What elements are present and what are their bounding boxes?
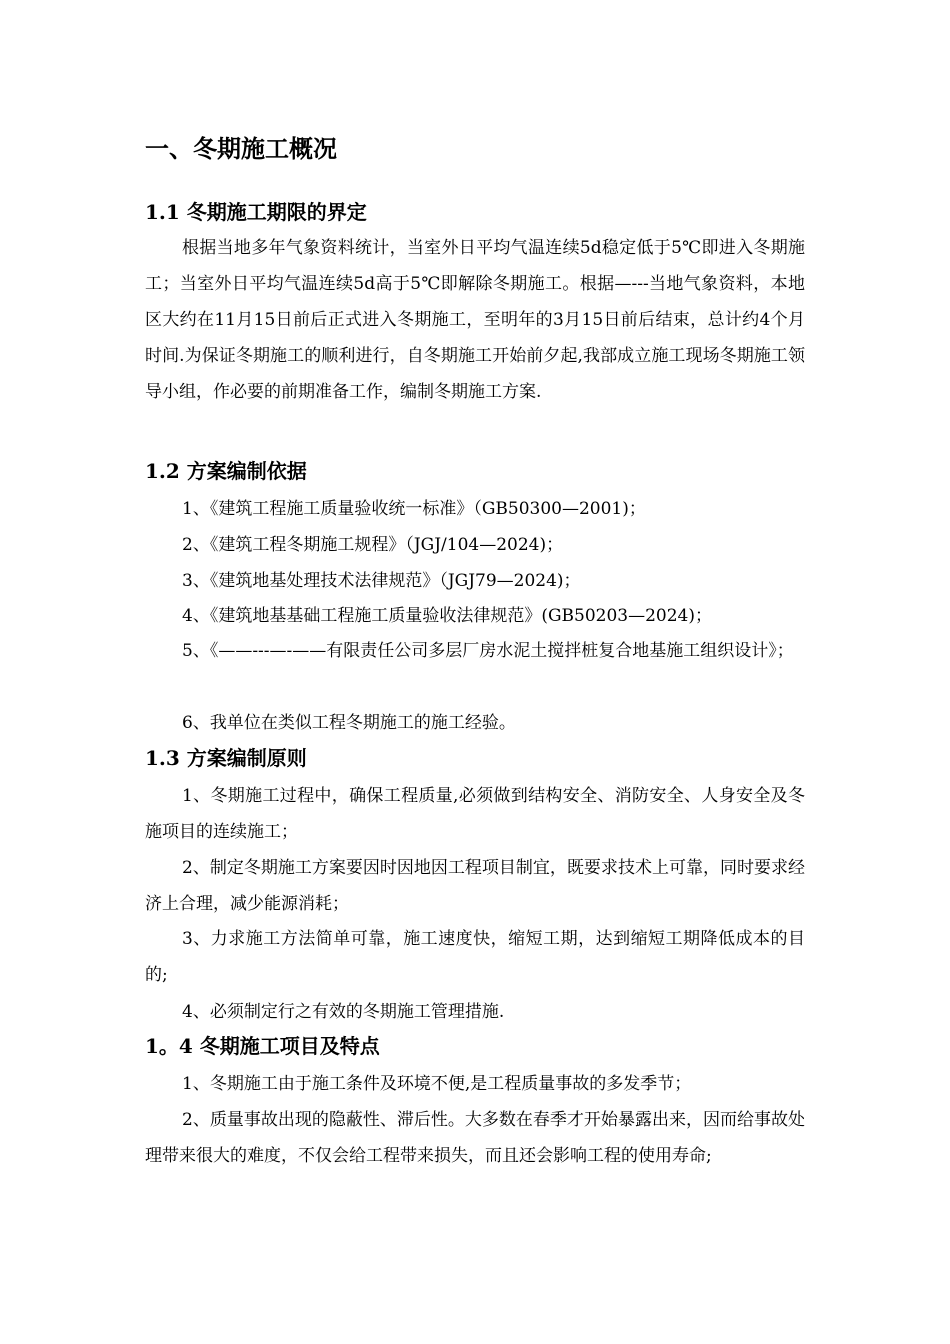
list-item: 2、质量事故出现的隐蔽性、滞后性。大多数在春季才开始暴露出来，因而给事故处理带来很大的难度，不仅会给工程带来损失，而且还会影响工程的使用寿命; (145, 1110, 805, 1166)
section-heading-1-2: 1.2 方案编制依据 (145, 459, 307, 483)
list-item: 6、我单位在类似工程冬期施工的施工经验。 (182, 713, 516, 733)
section-1-1-paragraph: 根据当地多年气象资料统计，当室外日平均气温连续5d稳定低于5℃即进入冬期施工；当室外日平均气温连续5d高于5℃即解除冬期施工。根据—---当地气象资料，本地区大约在11月15日前后正式进入冬期施工，至明年的3月15日前后结束，总计约4个月时间.为保证冬期施工的顺利进行，自冬期施工开始前夕起,我部成立施工现场冬期施工领导小组，作必要的前期准备工作，编制冬期施工方案. (145, 238, 805, 402)
list-item: 3、力求施工方法简单可靠，施工速度快，缩短工期，达到缩短工期降低成本的目的; (145, 929, 805, 985)
section-heading-1-3: 1.3 方案编制原则 (145, 746, 307, 770)
list-item: 4、《建筑地基基础工程施工质量验收法律规范》(GB50203—2024)； (182, 606, 712, 626)
list-item: 2、《建筑工程冬期施工规程》（JGJ/104—2024)； (182, 535, 564, 555)
list-item: 1、冬期施工由于施工条件及环境不便,是工程质量事故的多发季节； (182, 1074, 692, 1094)
list-item: 4、必须制定行之有效的冬期施工管理措施. (182, 1002, 505, 1022)
list-item: 5、《——---—-——有限责任公司多层厂房水泥土搅拌桩复合地基施工组织设计》； (182, 641, 794, 661)
section-heading-1-1: 1.1 冬期施工期限的界定 (145, 200, 367, 224)
section-heading-1-4: 1。4 冬期施工项目及特点 (145, 1034, 380, 1058)
list-item: 1、《建筑工程施工质量验收统一标准》（GB50300—2001)； (182, 499, 646, 519)
page-title: 一、冬期施工概况 (145, 134, 337, 163)
list-item: 2、制定冬期施工方案要因时因地因工程项目制宜，既要求技术上可靠，同时要求经济上合理，减少能源消耗； (145, 858, 805, 914)
list-item: 1、冬期施工过程中，确保工程质量,必须做到结构安全、消防安全、人身安全及冬施项目的连续施工； (145, 786, 805, 842)
list-item: 3、《建筑地基处理技术法律规范》（JGJ79—2024)； (182, 571, 581, 591)
